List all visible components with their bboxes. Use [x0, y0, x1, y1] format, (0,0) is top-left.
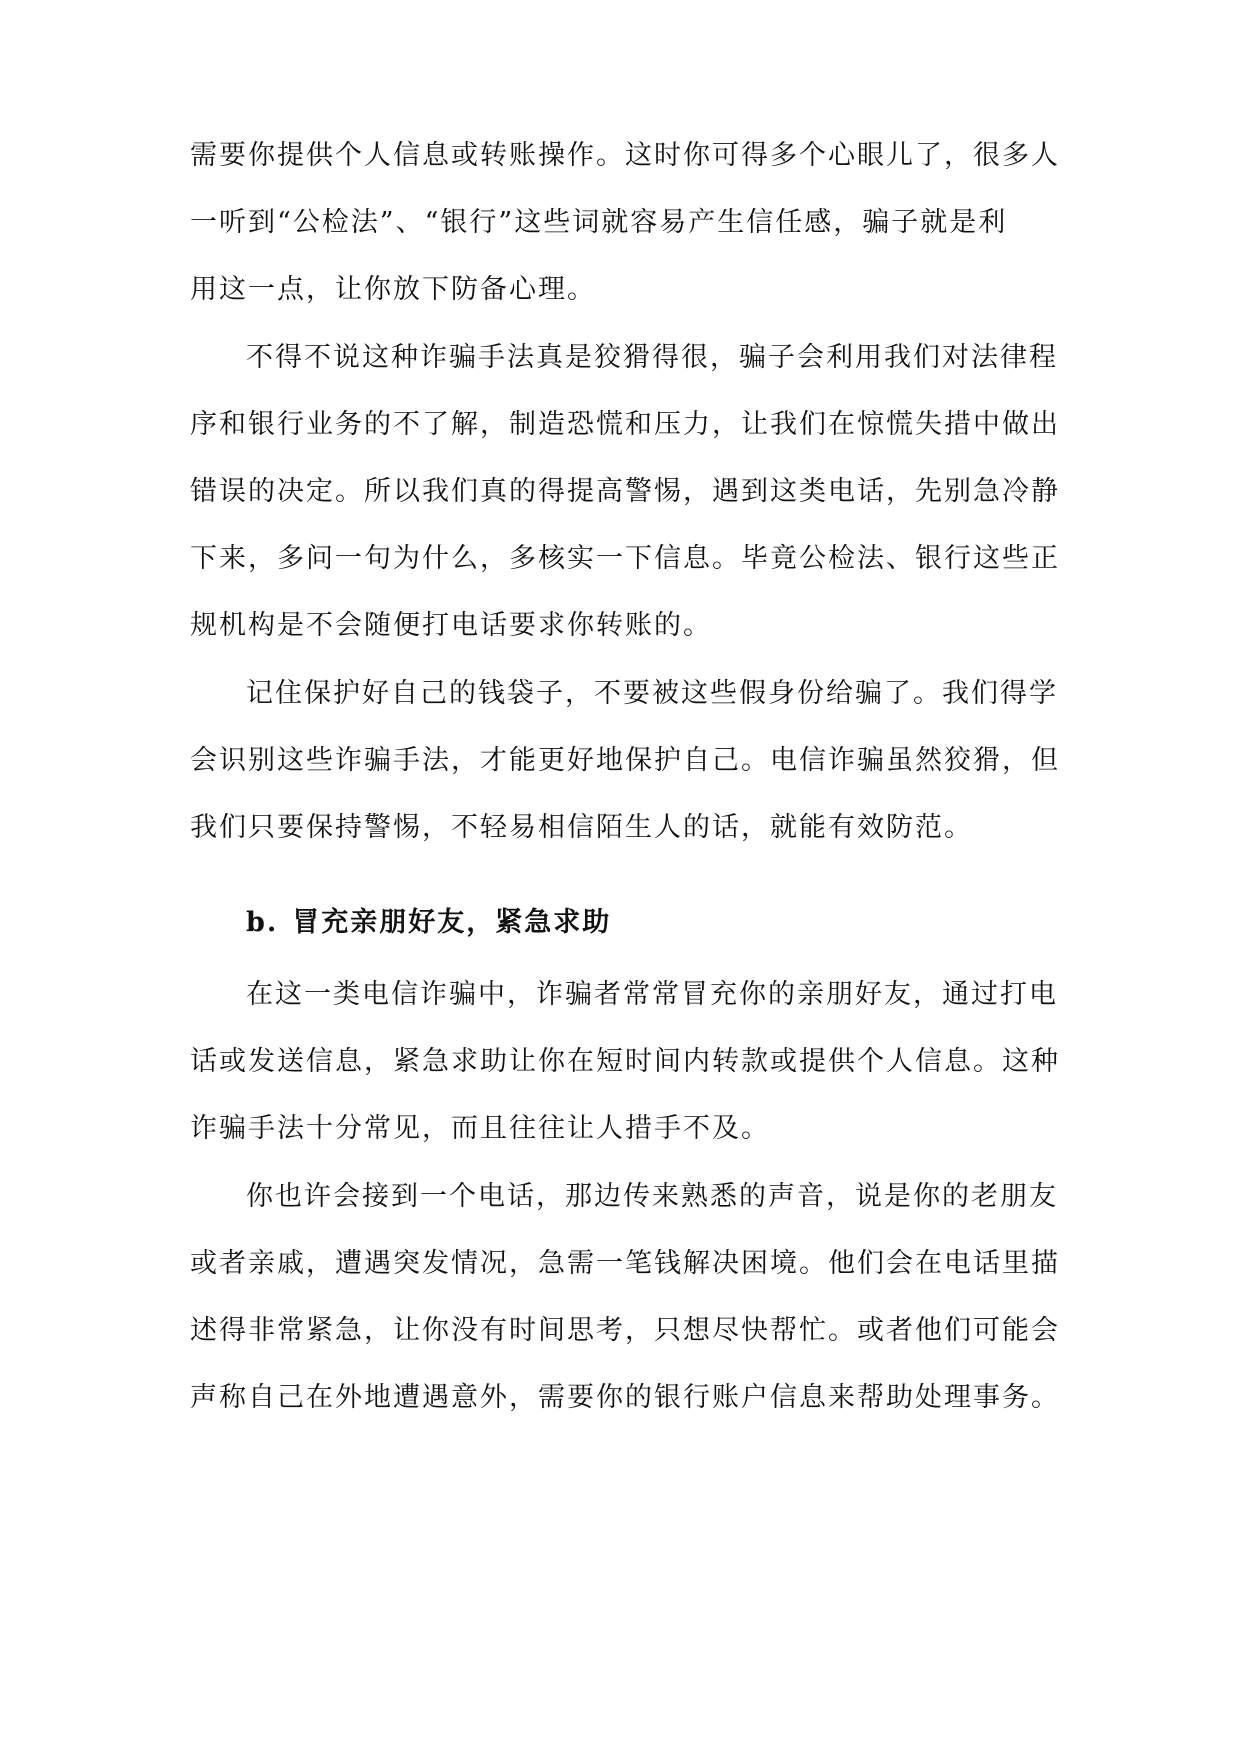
- paragraph-line: 在这一类电信诈骗中，诈骗者常常冒充你的亲朋好友，通过打电: [246, 979, 1058, 1010]
- section-heading-label: b.: [246, 907, 279, 938]
- paragraph-line: 一听到“公检法”、“银行”这些词就容易产生信任感，骗子就是利: [190, 207, 1008, 238]
- paragraph-line: 用这一点，让你放下防备心理。: [190, 274, 596, 305]
- paragraph-line: 序和银行业务的不了解，制造恐慌和压力，让我们在惊慌失措中做出: [190, 409, 1060, 440]
- paragraph-line: 话或发送信息，紧急求助让你在短时间内转款或提供个人信息。这种: [190, 1046, 1060, 1077]
- section-heading-text: 冒充亲朋好友，紧急求助: [292, 907, 612, 938]
- paragraph-line: 述得非常紧急，让你没有时间思考，只想尽快帮忙。或者他们可能会: [190, 1315, 1060, 1346]
- paragraph-line: 错误的决定。所以我们真的得提高警惕，遇到这类电话，先别急冷静: [190, 476, 1060, 507]
- paragraph-line: 记住保护好自己的钱袋子，不要被这些假身份给骗了。我们得学: [246, 678, 1058, 709]
- paragraph-line: 你也许会接到一个电话，那边传来熟悉的声音，说是你的老朋友: [246, 1181, 1058, 1212]
- paragraph-line: 或者亲戚，遭遇突发情况，急需一笔钱解决困境。他们会在电话里描: [190, 1248, 1060, 1279]
- paragraph-line: 不得不说这种诈骗手法真是狡猾得很，骗子会利用我们对法律程: [246, 342, 1058, 373]
- paragraph-line: 诈骗手法十分常见，而且往往让人措手不及。: [190, 1113, 770, 1144]
- paragraph-line: 我们只要保持警惕，不轻易相信陌生人的话，就能有效防范。: [190, 812, 973, 843]
- paragraph-line: 会识别这些诈骗手法，才能更好地保护自己。电信诈骗虽然狡猾，但: [190, 745, 1060, 776]
- paragraph-line: 下来，多问一句为什么，多核实一下信息。毕竟公检法、银行这些正: [190, 543, 1060, 574]
- section-heading: [246, 905, 611, 941]
- paragraph-line: 声称自己在外地遭遇意外，需要你的银行账户信息来帮助处理事务。: [190, 1382, 1060, 1413]
- paragraph-line: 需要你提供个人信息或转账操作。这时你可得多个心眼儿了，很多人: [190, 140, 1060, 171]
- paragraph-line: 规机构是不会随便打电话要求你转账的。: [190, 610, 712, 641]
